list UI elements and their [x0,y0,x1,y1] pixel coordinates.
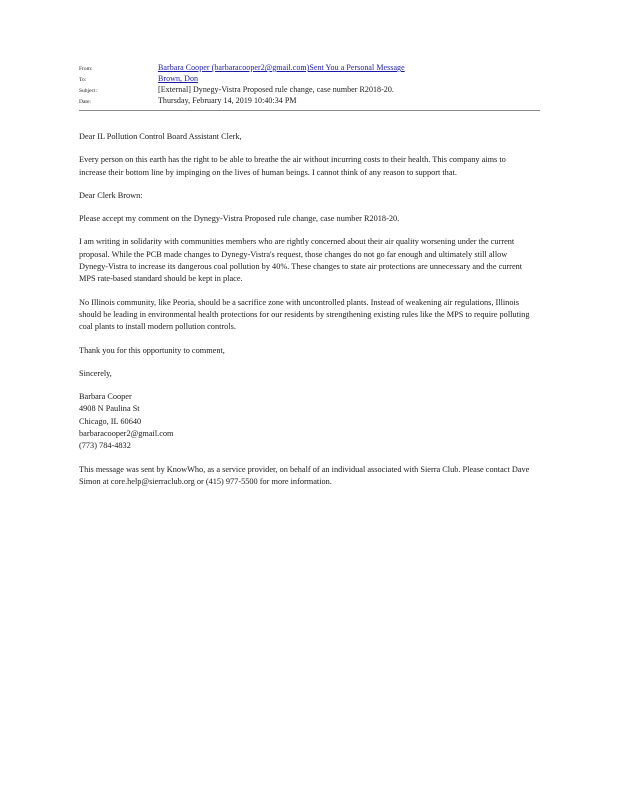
clerk-greeting-paragraph: Dear Clerk Brown: [79,190,143,200]
footer-disclaimer-paragraph: This message was sent by KnowWho, as a service provider, on behalf of an individual associated with Sierra Club. Please contact Dave Simon at core.help@sierraclub.org or (415) 977-5500 for more information. [79,464,530,486]
email-header [79,61,540,105]
personal-comment-paragraph: Every person on this earth has the right to be able to breathe the air without incurring costs to their health. This company aims to increase their bottom line by impinging on the lives of human beings. I cannot think of any reason to support that. [79,155,506,177]
subject-row [79,83,540,94]
sacrifice-zone-paragraph: No Illinois community, like Peoria, should be a sacrifice zone with uncontrolled plants. Instead of weakening air regulations, Illinois should be leading in environmental health protections for our residents by strengthening existing rules like the MPS to require polluting coal plants to install modern pollution controls. [79,297,530,332]
from-row [79,61,540,72]
signature-email: barbaracooper2@gmail.com [79,429,174,439]
thank-you-paragraph: Thank you for this opportunity to comment, [79,345,225,355]
subject-label: Subject: [79,88,98,94]
from-label: From: [79,66,93,72]
to-value-link[interactable]: Brown, Don [158,74,199,83]
signature-phone: (773) 784-4832 [79,441,131,451]
sincerely-paragraph: Sincerely, [79,368,112,378]
solidarity-paragraph: I am writing in solidarity with communities members who are rightly concerned about their air quality worsening under the current proposal. While the PCB made changes to Dynegy-Vistra's request, those changes do not go far enough and ultimately still allow Dynegy-Vistra to increase its dangerous coal pollution by 40%. These changes to state air protections are unnecessary and the current MPS rate-based standard should be kept in place. [79,237,523,284]
accept-comment-paragraph: Please accept my comment on the Dynegy-Vistra Proposed rule change, case number R2018-20. [79,214,400,224]
date-row [79,94,540,105]
from-value-link[interactable]: Barbara Cooper (barbaracooper2@gmail.com)Sent You a Personal Message [158,63,405,72]
signature-block [79,391,531,452]
to-row [79,72,540,83]
signature-city: Chicago, IL 60640 [79,416,142,426]
date-value: Thursday, February 14, 2019 10:40:34 PM [158,96,297,105]
header-divider [79,110,540,111]
signature-street: 4908 N Paulina St [79,404,140,414]
date-label: Date: [79,99,91,105]
subject-value: [External] Dynegy-Vistra Proposed rule change, case number R2018-20. [158,85,394,94]
email-body [79,131,531,499]
to-label: To: [79,77,87,83]
salutation-paragraph: Dear IL Pollution Control Board Assistant Clerk, [79,132,242,141]
signature-name: Barbara Cooper [79,392,132,402]
